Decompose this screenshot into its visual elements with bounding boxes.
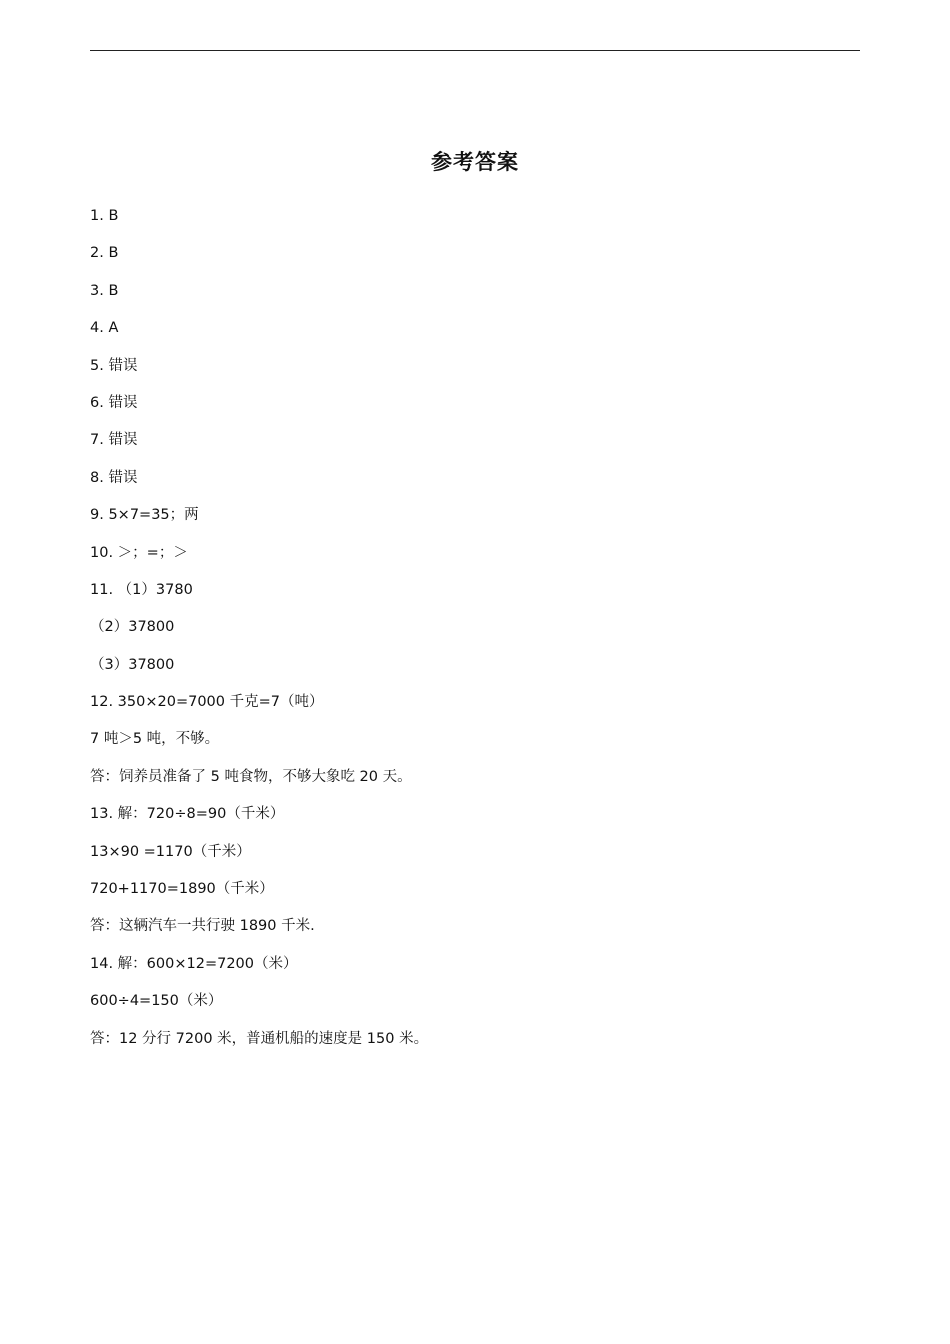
answer-line-11: 11. （1）3780 bbox=[90, 581, 193, 598]
answer-line-4: 4. A bbox=[90, 320, 119, 337]
answer-line-13-step-3: 720+1170=1890（千米） bbox=[90, 881, 274, 898]
answer-line-12: 12. 350×20=7000 千克=7（吨） bbox=[90, 694, 324, 711]
answer-line-12-step-2: 7 吨＞5 吨，不够。 bbox=[90, 731, 220, 748]
answer-line-13-answer: 答：这辆汽车一共行驶 1890 千米. bbox=[90, 918, 315, 935]
answer-line-14-answer: 答：12 分行 7200 米，普通机船的速度是 150 米。 bbox=[90, 1030, 429, 1047]
answer-line-1: 1. B bbox=[90, 208, 119, 224]
answer-line-9: 9. 5×7=35；两 bbox=[90, 507, 199, 524]
answer-line-2: 2. B bbox=[90, 245, 119, 262]
answer-line-10: 10. ＞；=；＞ bbox=[90, 544, 188, 561]
page-title: 参考答案 bbox=[431, 150, 519, 174]
answer-line-12-answer: 答：饲养员准备了 5 吨食物，不够大象吃 20 天。 bbox=[90, 768, 412, 785]
answer-line-13-step-2: 13×90 =1170（千米） bbox=[90, 843, 251, 860]
answer-list bbox=[90, 205, 870, 1065]
answer-line-6: 6. 错误 bbox=[90, 394, 138, 411]
answer-line-14: 14. 解：600×12=7200（米） bbox=[90, 955, 298, 972]
answer-line-7: 7. 错误 bbox=[90, 432, 138, 449]
answer-line-3: 3. B bbox=[90, 282, 119, 299]
answer-line-8: 8. 错误 bbox=[90, 469, 138, 486]
answer-line-13: 13. 解：720÷8=90（千米） bbox=[90, 806, 285, 823]
answer-line-5: 5. 错误 bbox=[90, 357, 138, 374]
answer-line-11-part-3: （3）37800 bbox=[90, 656, 175, 673]
header-rule bbox=[90, 50, 860, 51]
answer-line-11-part-2: （2）37800 bbox=[90, 619, 175, 636]
answer-line-14-step-2: 600÷4=150（米） bbox=[90, 993, 223, 1010]
